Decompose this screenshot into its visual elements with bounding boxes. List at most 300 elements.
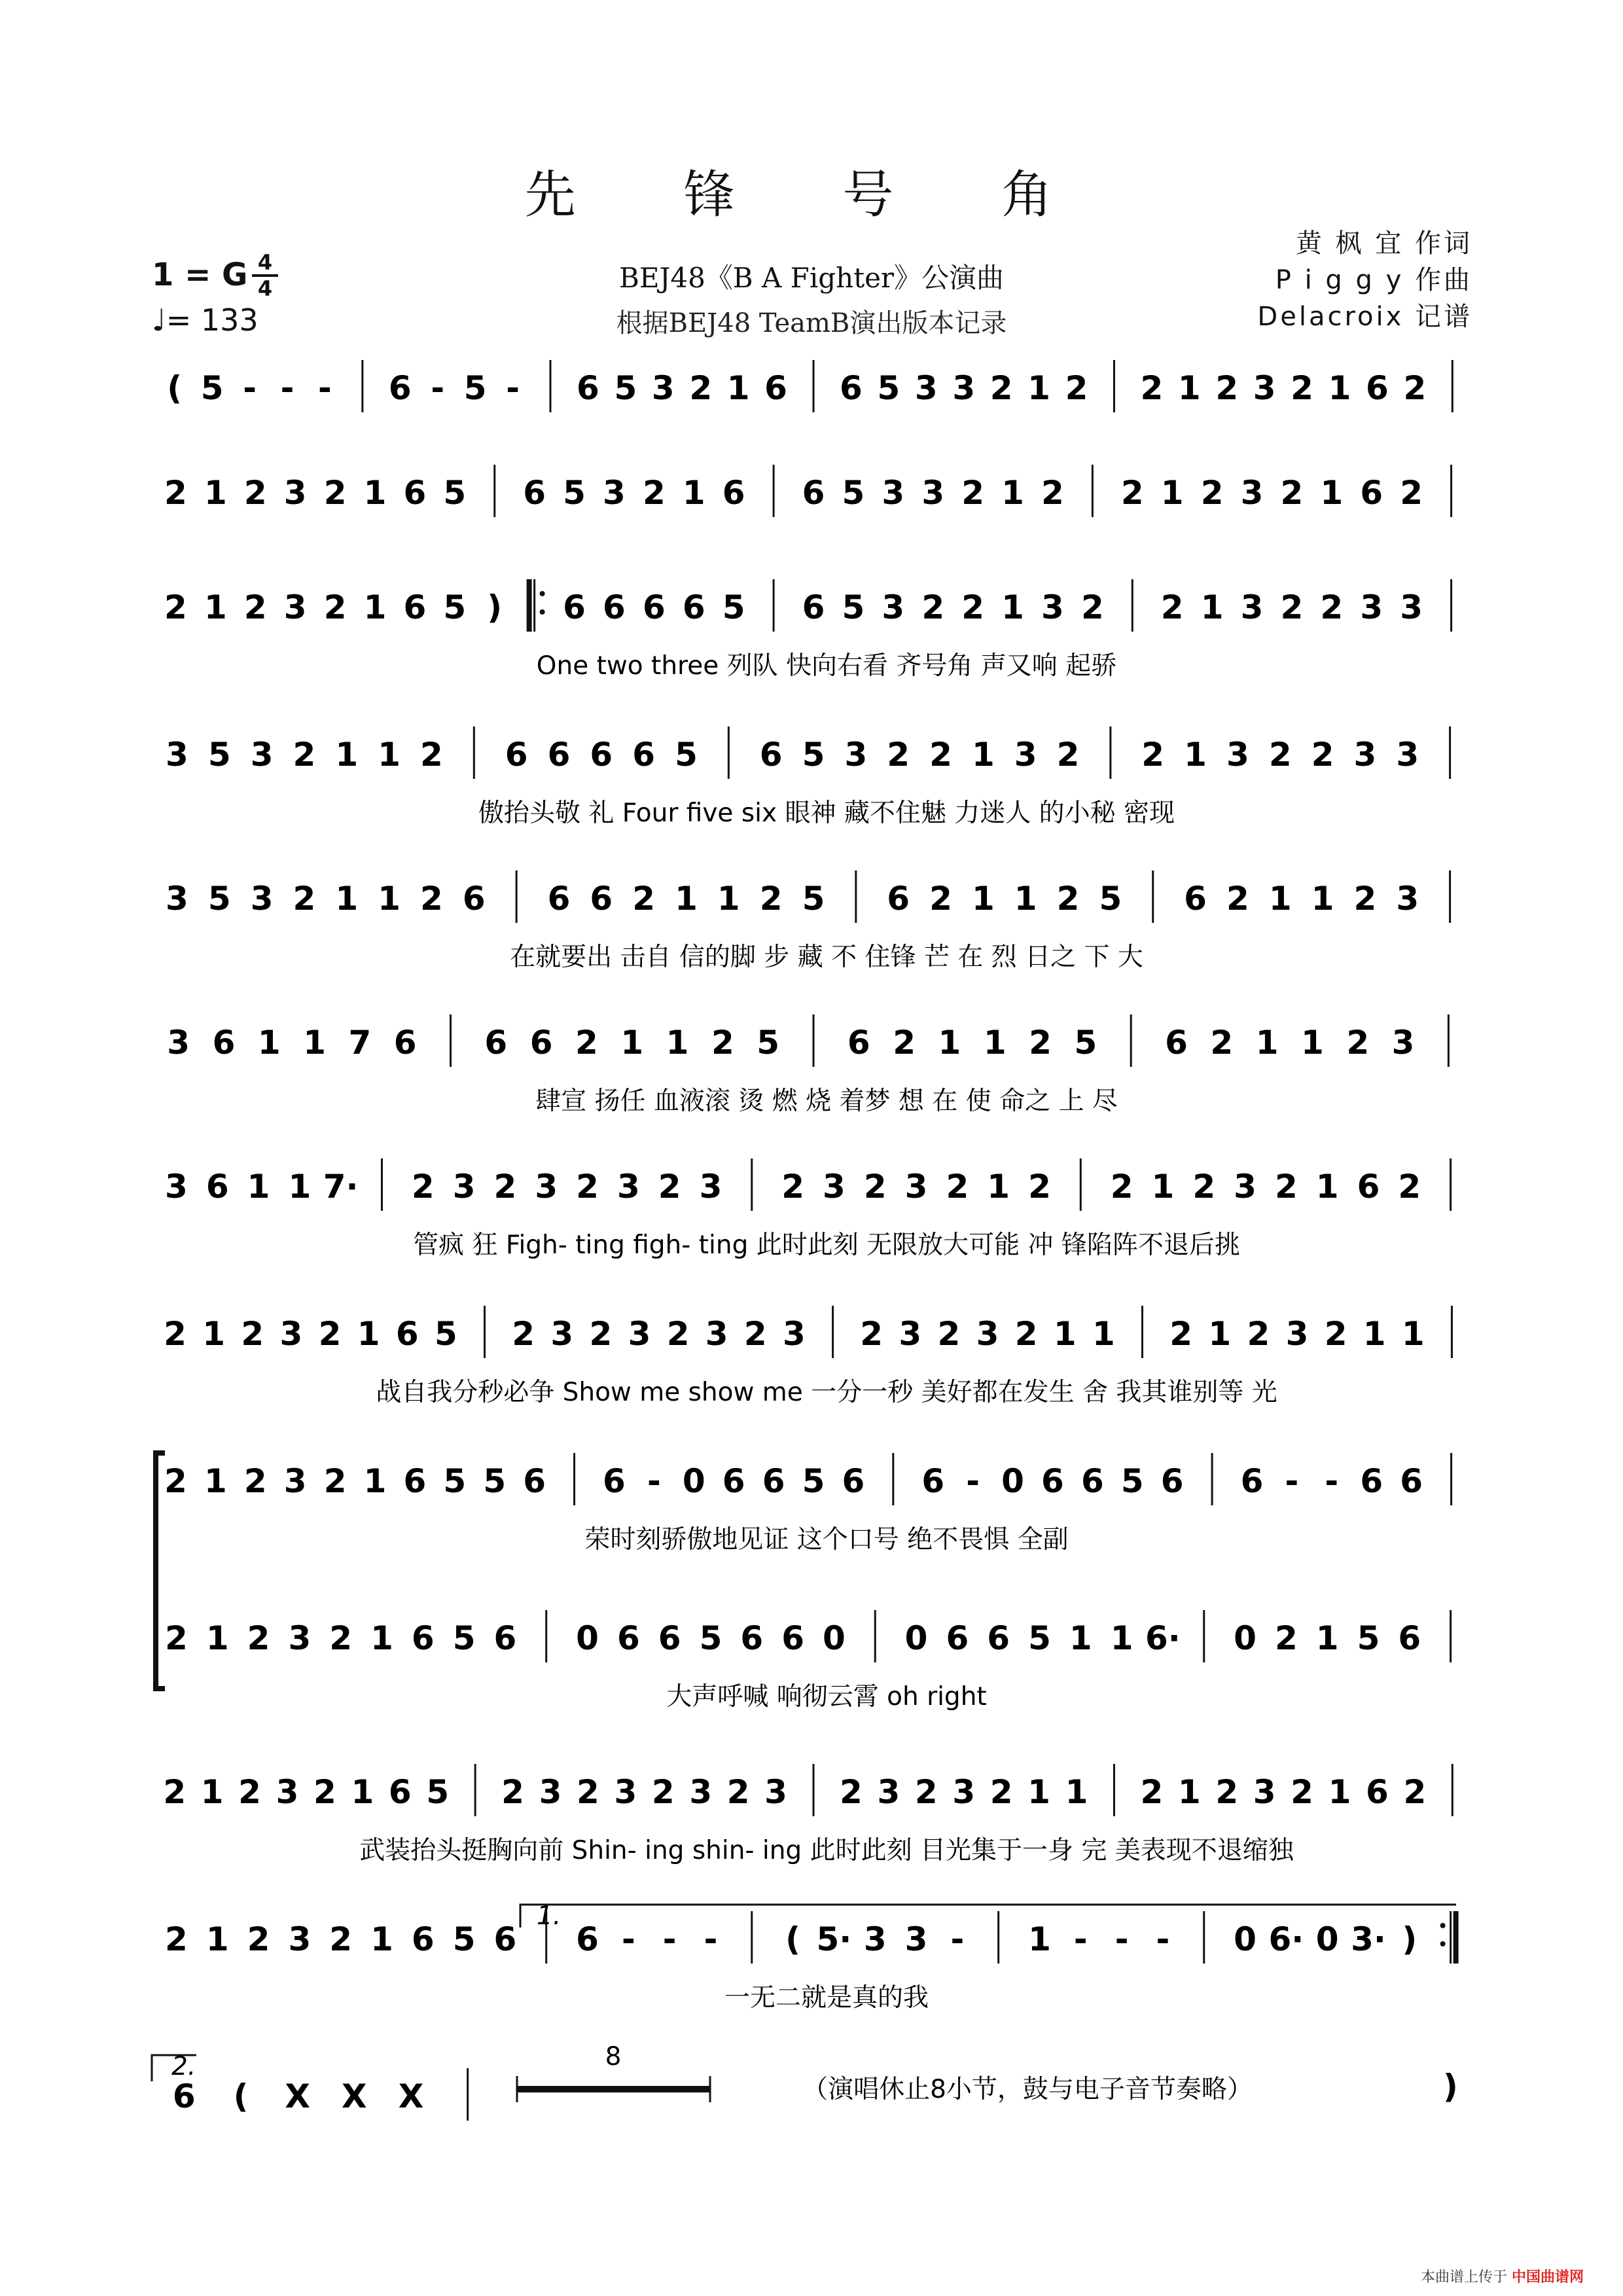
note: 3 <box>952 1773 976 1811</box>
note: 6 <box>395 1315 419 1353</box>
note: 2 <box>329 1619 353 1657</box>
note: 3 <box>550 1315 574 1353</box>
note: 6 <box>590 880 613 918</box>
repeat-dot <box>1440 1923 1446 1928</box>
note: 2 <box>689 369 713 407</box>
note: 2 <box>1192 1168 1216 1206</box>
note: 2 <box>293 880 316 918</box>
note: 2 <box>589 1315 613 1353</box>
note: 2 <box>759 880 783 918</box>
note: 3 <box>279 1315 303 1353</box>
note: 6 <box>523 1462 546 1500</box>
note: 2 <box>743 1315 767 1353</box>
note: 5 <box>842 588 865 626</box>
note: - <box>662 1920 677 1958</box>
note: - <box>621 1920 635 1958</box>
note: 2 <box>990 369 1013 407</box>
note: - <box>1285 1462 1299 1500</box>
note: 2 <box>1200 474 1224 512</box>
time-signature-bottom: 4 <box>257 276 273 301</box>
note: 2 <box>1080 588 1104 626</box>
note: 3 <box>283 588 307 626</box>
note: ) <box>487 588 503 626</box>
note: 3 <box>283 1462 307 1500</box>
note: 6 <box>529 1024 553 1062</box>
note: 3 <box>705 1315 728 1353</box>
note: 2 <box>243 588 267 626</box>
note: 1 <box>726 369 750 407</box>
note: 1 <box>675 880 698 918</box>
note: 5 <box>699 1619 722 1657</box>
note: 2 <box>1403 1773 1427 1811</box>
note: 3 <box>1240 588 1264 626</box>
note: 3 <box>1400 588 1423 626</box>
note: 3 <box>952 369 976 407</box>
note: 3 <box>783 1315 806 1353</box>
note: 1 <box>971 880 995 918</box>
note: 2 <box>164 474 187 512</box>
note: 3 <box>863 1920 887 1958</box>
note: 3· <box>1351 1920 1386 1958</box>
note: 3 <box>1360 588 1383 626</box>
note: 6 <box>987 1619 1010 1657</box>
note: 2 <box>937 1315 961 1353</box>
note: 3 <box>166 880 188 918</box>
note: 5 <box>1074 1024 1097 1062</box>
note: 6 <box>887 880 910 918</box>
note: 5 <box>434 1315 457 1353</box>
note: 3 <box>1240 474 1264 512</box>
note: 1 <box>1065 1773 1088 1811</box>
note: 3 <box>603 474 626 512</box>
note: 1 <box>717 880 740 918</box>
note: 6 <box>205 1168 229 1206</box>
note: 2 <box>164 1315 187 1353</box>
note: 2 <box>929 880 952 918</box>
note: 6 <box>740 1619 764 1657</box>
note: 2 <box>238 1773 261 1811</box>
note: 1 <box>1184 736 1207 774</box>
note: 2 <box>1346 1024 1370 1062</box>
note: 1 <box>682 474 705 512</box>
note: 1 <box>205 1619 229 1657</box>
note: 6 <box>493 1619 517 1657</box>
note: 0 <box>576 1619 599 1657</box>
note: 1 <box>363 588 387 626</box>
note: 5 <box>443 1462 467 1500</box>
note: 6 <box>1366 369 1389 407</box>
lyric-line: One two three 列队 快向右看 齐号角 声又响 起骄 <box>536 651 1117 681</box>
note: X <box>285 2077 310 2115</box>
note: 5 <box>426 1773 450 1811</box>
note: 6 <box>842 1462 865 1500</box>
note: 2 <box>1280 474 1304 512</box>
note: 3 <box>882 588 905 626</box>
note: 3 <box>166 736 188 774</box>
note: 2 <box>929 736 952 774</box>
note: 2 <box>1215 1773 1239 1811</box>
note: 2 <box>323 588 347 626</box>
note: 6 <box>722 474 745 512</box>
note: 1 <box>351 1773 374 1811</box>
repeat-dot <box>1440 1941 1446 1946</box>
note: 5 <box>757 1024 780 1062</box>
note: 6 <box>802 474 825 512</box>
note: 2 <box>1403 369 1427 407</box>
note: 1 <box>202 1315 226 1353</box>
note: 6 <box>403 474 427 512</box>
note: 5 <box>483 1462 507 1500</box>
note: 2 <box>501 1773 524 1811</box>
note: 3 <box>1353 736 1377 774</box>
rest-instruction: （演唱休止8小节，鼓与电子音节奏略） <box>802 2075 1253 2104</box>
note: 6 <box>1165 1024 1188 1062</box>
note: 1 <box>378 880 401 918</box>
note: 2 <box>914 1773 938 1811</box>
note: 2 <box>329 1920 353 1958</box>
credit-composer: P i g g y 作曲 <box>1275 265 1472 295</box>
note: 5 <box>463 369 487 407</box>
note: ( <box>167 369 183 407</box>
note: 5 <box>1357 1619 1380 1657</box>
note: - <box>1156 1920 1170 1958</box>
note: 2 <box>946 1168 969 1206</box>
note: 3 <box>844 736 868 774</box>
note: 6 <box>946 1619 969 1657</box>
note: 3 <box>823 1168 846 1206</box>
note: 2 <box>1247 1315 1270 1353</box>
note: 2 <box>1353 880 1377 918</box>
note: 2 <box>1120 474 1144 512</box>
system-bracket <box>156 1453 165 1689</box>
note: 3 <box>250 880 274 918</box>
time-signature-top: 4 <box>257 250 273 275</box>
note: 6 <box>576 1920 599 1958</box>
note: 2 <box>1056 736 1080 774</box>
note: - <box>950 1920 965 1958</box>
note: 0 <box>823 1619 846 1657</box>
lyric-line: 肆宣 扬任 血液滚 烫 燃 烧 着梦 想 在 使 命之 上 尽 <box>535 1086 1118 1116</box>
note: 1 <box>363 1462 387 1500</box>
note: 2 <box>577 1773 599 1811</box>
note: 6 <box>603 1462 626 1500</box>
note: 1 <box>1160 474 1184 512</box>
note: 2 <box>165 1920 188 1958</box>
note: 2 <box>576 1168 599 1206</box>
repeat-dot <box>540 591 545 596</box>
note: 6 <box>603 588 626 626</box>
note: 3 <box>539 1773 562 1811</box>
note: 1 <box>1001 588 1024 626</box>
note: 6 <box>1240 1462 1264 1500</box>
note: 6· <box>1268 1920 1304 1958</box>
note: 1 <box>1320 474 1344 512</box>
note: 2 <box>165 1619 188 1657</box>
note: 6 <box>1360 474 1383 512</box>
note: 6 <box>802 588 825 626</box>
note: 6 <box>393 1024 417 1062</box>
note: 0 <box>1234 1920 1257 1958</box>
note: 3 <box>1391 1024 1415 1062</box>
note: 1 <box>1208 1315 1232 1353</box>
note: 1 <box>370 1619 393 1657</box>
note: 5 <box>802 1462 825 1500</box>
note: 3 <box>535 1168 558 1206</box>
note: 6 <box>642 588 666 626</box>
note: 5 <box>802 880 825 918</box>
note: 3 <box>250 736 274 774</box>
note: 6 <box>577 369 599 407</box>
note: 2 <box>961 588 985 626</box>
note: 6 <box>411 1619 435 1657</box>
note: 5 <box>675 736 698 774</box>
note: 2 <box>313 1773 336 1811</box>
note: 6 <box>403 1462 427 1500</box>
note: 1 <box>370 1920 393 1958</box>
note: 2 <box>863 1168 887 1206</box>
note: 5 <box>802 736 825 774</box>
lyric-line: 在就要出 击自 信的脚 步 藏 不 住锋 芒 在 烈 日之 下 大 <box>510 942 1143 972</box>
note: 1 <box>378 736 401 774</box>
note: 3 <box>1253 369 1276 407</box>
note: 2 <box>1274 1168 1298 1206</box>
note: 3 <box>914 369 938 407</box>
note: 1 <box>1027 1773 1050 1811</box>
note: 2 <box>893 1024 916 1062</box>
note: 1 <box>1315 1168 1339 1206</box>
note: 5 <box>452 1920 476 1958</box>
credit-transcriber: Delacroix 记谱 <box>1257 302 1472 332</box>
note: 2 <box>1226 880 1249 918</box>
note: 3 <box>288 1619 312 1657</box>
note: 6 <box>411 1920 435 1958</box>
note: 1 <box>1255 1024 1279 1062</box>
note: - <box>506 369 520 407</box>
note: 6 <box>493 1920 517 1958</box>
note: 2 <box>1311 736 1334 774</box>
note: - <box>704 1920 718 1958</box>
note: 1 <box>335 736 359 774</box>
note: - <box>1115 1920 1129 1958</box>
note: 5 <box>877 369 901 407</box>
note: 3 <box>904 1168 928 1206</box>
note: 3 <box>614 1773 637 1811</box>
note: - <box>1325 1462 1339 1500</box>
note: 6 <box>616 1619 640 1657</box>
note: 2 <box>575 1024 598 1062</box>
note: 3 <box>1396 736 1419 774</box>
note: 0 <box>1234 1619 1257 1657</box>
note: 1 <box>335 880 359 918</box>
note: 5 <box>443 588 467 626</box>
note: 2 <box>1324 1315 1347 1353</box>
note: 1 <box>204 1462 227 1500</box>
note: 2 <box>1210 1024 1234 1062</box>
note: 2 <box>247 1920 270 1958</box>
note: 2 <box>1160 588 1184 626</box>
note: 1 <box>363 474 387 512</box>
note: 1 <box>666 1024 689 1062</box>
note: 1 <box>1151 1168 1175 1206</box>
note: 6 <box>590 736 613 774</box>
note: 2 <box>318 1315 342 1353</box>
volta-1-label: 1. <box>537 1901 562 1931</box>
note: 3 <box>764 1773 787 1811</box>
note: 3 <box>1234 1168 1257 1206</box>
note: 1 <box>204 474 227 512</box>
note: 1 <box>205 1920 229 1958</box>
note: 2 <box>243 1462 267 1500</box>
repeat-dot <box>540 609 545 615</box>
note: 2 <box>1398 1168 1421 1206</box>
note: X <box>398 2077 424 2115</box>
note: 6 <box>1360 1462 1383 1500</box>
note: 5 <box>1028 1619 1051 1657</box>
note: 2 <box>666 1315 690 1353</box>
note: - <box>1073 1920 1088 1958</box>
note: 6· <box>1145 1619 1181 1657</box>
note: 2 <box>887 736 910 774</box>
note: - <box>431 369 445 407</box>
note: 3 <box>1253 1773 1276 1811</box>
note: 2 <box>1041 474 1064 512</box>
note: 1 <box>1200 588 1224 626</box>
note: 7 <box>348 1024 372 1062</box>
note: 0 <box>1001 1462 1024 1500</box>
note: 2 <box>1274 1619 1298 1657</box>
note: 2 <box>164 1462 187 1500</box>
note: 1 <box>1053 1315 1077 1353</box>
note: 2 <box>1141 736 1165 774</box>
note: 5 <box>1120 1462 1144 1500</box>
note: 2 <box>1280 588 1304 626</box>
note: 1 <box>1328 369 1351 407</box>
note: 2 <box>860 1315 883 1353</box>
note: 6 <box>1184 880 1207 918</box>
note: 6 <box>1400 1462 1423 1500</box>
note: 3 <box>276 1773 299 1811</box>
note: 1 <box>938 1024 961 1062</box>
note: 2 <box>1014 1315 1038 1353</box>
note: 5 <box>207 736 231 774</box>
note: 2 <box>247 1619 270 1657</box>
note: 1 <box>620 1024 644 1062</box>
lyric-line: 管疯 狂 Figh- ting figh- ting 此时此刻 无限放大可能 冲 锋陷阵不退后挑 <box>413 1230 1240 1260</box>
note: 1 <box>247 1168 270 1206</box>
note: 6 <box>921 1462 945 1500</box>
note: 6 <box>781 1619 804 1657</box>
lyric-line: 武装抬头挺胸向前 Shin- ing shin- ing 此时此刻 目光集于一身 完 美表现不退缩独 <box>359 1836 1294 1865</box>
note: 2 <box>241 1315 264 1353</box>
note: 1 <box>257 1024 281 1062</box>
note: 2 <box>1140 369 1164 407</box>
note: 3 <box>882 474 905 512</box>
note: 1 <box>983 1024 1007 1062</box>
note: 2 <box>1291 369 1313 407</box>
note: 2 <box>1268 736 1292 774</box>
note: 0 <box>682 1462 705 1500</box>
note: 1 <box>204 588 227 626</box>
note: 6 <box>764 369 787 407</box>
note: 3 <box>899 1315 922 1353</box>
note: 3 <box>165 1168 188 1206</box>
note: 5 <box>1099 880 1122 918</box>
note: 5 <box>842 474 865 512</box>
note: 3 <box>689 1773 713 1811</box>
note: 6 <box>505 736 528 774</box>
note: - <box>966 1462 980 1500</box>
note: 6 <box>462 880 486 918</box>
note: 1 <box>971 736 995 774</box>
note: 6 <box>1398 1619 1421 1657</box>
key-signature: 1 = G <box>152 257 248 293</box>
note: 2 <box>840 1773 863 1811</box>
note: 1 <box>1110 1619 1133 1657</box>
note: 2 <box>651 1773 675 1811</box>
note: 1 <box>1069 1619 1092 1657</box>
note: 2 <box>1056 880 1080 918</box>
note: ( <box>785 1920 801 1958</box>
note: 6 <box>759 736 783 774</box>
note: 2 <box>658 1168 681 1206</box>
note: 5 <box>207 880 231 918</box>
note: - <box>647 1462 661 1500</box>
subtitle: BEJ48《B A Fighter》公演曲 <box>618 262 1005 294</box>
note: 7· <box>323 1168 359 1206</box>
note: 2 <box>1169 1315 1193 1353</box>
note: 0 <box>904 1619 928 1657</box>
note: 1 <box>200 1773 224 1811</box>
note: 2 <box>1140 1773 1164 1811</box>
multi-rest-count: 8 <box>605 2042 622 2072</box>
note: 3 <box>628 1315 651 1353</box>
note: 2 <box>632 880 656 918</box>
note: - <box>243 369 257 407</box>
note: 6 <box>388 369 412 407</box>
lyric-line: 傲抬头敬 礼 Four five six 眼神 藏不住魅 力迷人 的小秘 密现 <box>478 798 1175 828</box>
note: 2 <box>420 880 443 918</box>
note: 3 <box>976 1315 999 1353</box>
note: 2 <box>961 474 985 512</box>
lyric-line: 战自我分秒必争 Show me show me 一分一秒 美好都在发生 舍 我其谁别等 光 <box>376 1378 1277 1407</box>
lyric-line: 大声呼喊 响彻云霄 oh right <box>666 1682 987 1712</box>
note: 3 <box>1041 588 1064 626</box>
note: 3 <box>651 369 675 407</box>
note: 6 <box>1366 1773 1389 1811</box>
tempo-marking: ♩= 133 <box>152 302 259 338</box>
note: ) <box>1402 1920 1418 1958</box>
note: 2 <box>323 474 347 512</box>
note: 2 <box>990 1773 1013 1811</box>
note: 6 <box>212 1024 236 1062</box>
note: 1 <box>1301 1024 1324 1062</box>
note: - <box>280 369 294 407</box>
note: 3 <box>452 1168 476 1206</box>
note: 2 <box>163 1773 187 1811</box>
note: 2 <box>1065 369 1088 407</box>
note: 2 <box>420 736 443 774</box>
note: 2 <box>726 1773 750 1811</box>
note: 1 <box>1311 880 1334 918</box>
note: 3 <box>616 1168 640 1206</box>
note: 3 <box>699 1168 722 1206</box>
note: 6 <box>762 1462 785 1500</box>
note: 5 <box>443 474 467 512</box>
note: 6 <box>840 369 863 407</box>
credit-lyricist: 黄 枫 宜 作词 <box>1295 228 1472 259</box>
site-logo: 中国曲谱网 <box>1511 2269 1584 2286</box>
note: 2 <box>411 1168 435 1206</box>
